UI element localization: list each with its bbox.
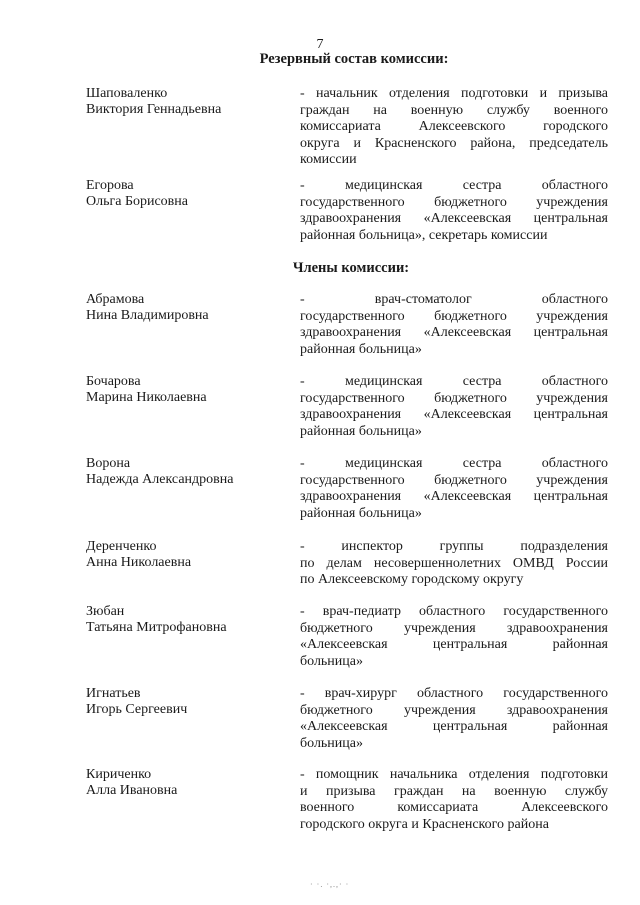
person-position <box>300 456 608 522</box>
position-line: здравоохранения «Алексеевская центральная <box>300 325 608 340</box>
person-given-names: Анна Николаевна <box>86 555 192 570</box>
person-given-names: Игорь Сергеевич <box>86 702 188 717</box>
position-line: «Алексеевская центральная районная <box>300 637 608 652</box>
person-position <box>300 767 608 833</box>
position-line: по Алексеевскому городскому округу <box>300 572 524 587</box>
person-surname: Зюбан <box>86 604 125 619</box>
position-line: здравоохранения «Алексеевская центральная <box>300 489 608 504</box>
position-line: районная больница», секретарь комиссии <box>300 227 548 243</box>
person-given-names: Алла Ивановна <box>86 783 178 798</box>
position-line: - помощник начальника отделения подготовки <box>300 767 608 782</box>
person-name <box>86 686 286 718</box>
person-surname: Шаповаленко <box>86 86 168 101</box>
person-given-names: Татьяна Митрофановна <box>86 620 227 635</box>
person-given-names: Нина Владимировна <box>86 308 209 323</box>
position-line: районная больница» <box>300 423 422 439</box>
position-line: городского округа и Красненского района <box>300 816 549 832</box>
person-name <box>86 292 286 324</box>
position-line: - инспектор группы подразделения <box>300 539 608 554</box>
person-position <box>300 539 608 589</box>
position-line: районная больница» <box>300 505 422 521</box>
position-line: - врач-стоматолог областного <box>300 292 608 307</box>
scan-noise: · ·. ·,.,· · <box>310 880 350 889</box>
person-surname: Егорова <box>86 178 134 193</box>
person-name <box>86 767 286 799</box>
position-line: - медицинская сестра областного <box>300 456 608 471</box>
position-line: граждан на военную службу военного <box>300 102 608 118</box>
position-line: здравоохранения «Алексеевская центральная <box>300 211 608 226</box>
person-surname: Игнатьев <box>86 686 141 701</box>
person-position <box>300 292 608 358</box>
person-surname: Абрамова <box>86 292 145 307</box>
person-surname: Кириченко <box>86 767 152 782</box>
person-name <box>86 456 286 488</box>
person-name <box>86 178 286 210</box>
position-line: здравоохранения «Алексеевская центральная <box>300 407 608 422</box>
position-line: «Алексеевская центральная районная <box>300 719 608 734</box>
position-line: - медицинская сестра областного <box>300 178 608 193</box>
position-line: государственного бюджетного учреждения <box>300 390 608 406</box>
person-given-names: Марина Николаевна <box>86 390 207 405</box>
position-line: государственного бюджетного учреждения <box>300 194 608 210</box>
person-name <box>86 539 286 571</box>
position-line: бюджетного учреждения здравоохранения <box>300 620 608 636</box>
person-position <box>300 86 608 169</box>
position-line: больница» <box>300 735 363 751</box>
position-line: районная больница» <box>300 341 422 357</box>
person-given-names: Ольга Борисовна <box>86 194 188 209</box>
position-line: - врач-хирург областного государственного <box>300 686 608 701</box>
position-line: комиссии <box>300 152 357 167</box>
reserve-section-heading: Резервный состав комиссии: <box>259 51 449 67</box>
position-line: - врач-педиатр областного государственного <box>300 604 608 619</box>
person-given-names: Виктория Геннадьевна <box>86 102 222 117</box>
person-surname: Бочарова <box>86 374 141 389</box>
person-name <box>86 374 286 406</box>
person-position <box>300 604 608 670</box>
person-name <box>86 604 286 636</box>
position-line: - медицинская сестра областного <box>300 374 608 389</box>
person-surname: Ворона <box>86 456 131 471</box>
position-line: государственного бюджетного учреждения <box>300 472 608 488</box>
position-line: бюджетного учреждения здравоохранения <box>300 702 608 718</box>
person-position <box>300 178 608 244</box>
page-number: 7 <box>316 37 324 52</box>
person-name <box>86 86 286 118</box>
position-line: комиссариата Алексеевского городского <box>300 119 608 134</box>
position-line: больница» <box>300 653 363 669</box>
members-section-heading: Члены комиссии: <box>292 260 410 276</box>
position-line: округа и Красненского района, председатель <box>300 135 608 151</box>
person-given-names: Надежда Александровна <box>86 472 234 487</box>
person-surname: Деренченко <box>86 539 157 554</box>
person-position <box>300 374 608 440</box>
position-line: и призыва граждан на военную службу <box>300 783 608 799</box>
position-line: - начальник отделения подготовки и призыва <box>300 86 608 101</box>
person-position <box>300 686 608 752</box>
position-line: по делам несовершеннолетних ОМВД России <box>300 555 608 571</box>
position-line: государственного бюджетного учреждения <box>300 308 608 324</box>
position-line: военного комиссариата Алексеевского <box>300 800 608 815</box>
